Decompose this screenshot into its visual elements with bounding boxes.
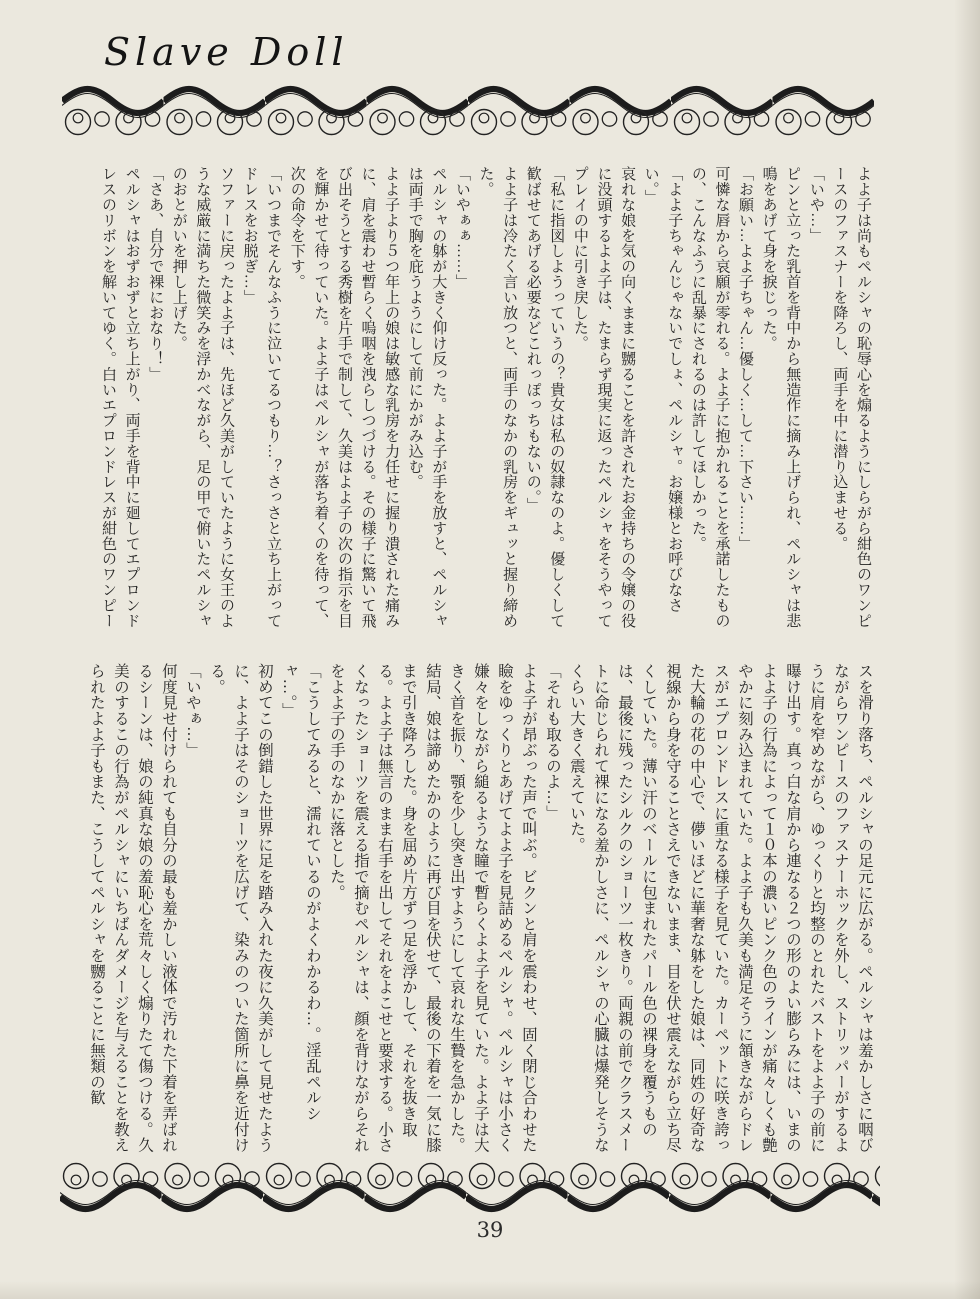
paragraph: ソファーに戻ったよよ子は、先ほど久美がしていたように女王のような威厳に満ちた微笑みを浮かべながら、足の甲で俯いたペルシャのおとがいを押し上げた。 bbox=[170, 166, 234, 628]
paragraph: 可憐な唇から哀願が零れる。よよ子に抱かれることを承諾したものの、こんなふうに乱暴にされるのは許してほしかった。 bbox=[689, 166, 730, 628]
paragraph: 哀れな娘を気の向くままに嬲ることを許されたお金持ちの令嬢の役に没頭するよよ子は、たまらず現実に返ったペルシャをそうやってプレイの中に引き戻した。 bbox=[571, 166, 636, 628]
paragraph: 「こうしてみると、濡れているのがよくわかるわ…。淫乱ペルシャ…。」 bbox=[280, 663, 321, 1122]
text-block-bottom bbox=[86, 663, 876, 1154]
paragraph: 「よよ子ちゃんじゃないでしょ、ペルシャ。お嬢様とお呼びなさい。」 bbox=[642, 166, 683, 613]
paragraph: 「いつまでそんなふうに泣いてるつもり…？さっさと立ち上がってドレスをお脱ぎ…」 bbox=[241, 166, 282, 628]
paragraph: 「お願い…よよ子ちゃん…優しく…して…下さい……」 bbox=[737, 166, 754, 551]
flourish-border-bottom bbox=[60, 1156, 880, 1214]
flourish-border-top bbox=[62, 84, 874, 141]
paragraph: よよ子は冷たく言い放つと、両手のなかの乳房をギュッと握り締めた。 bbox=[477, 166, 518, 628]
paragraph: ピンと立った乳首を背中から無造作に摘み上げられ、ペルシャは悲鳴をあげて身を捩じった。 bbox=[760, 166, 801, 628]
paragraph: よよ子より５つ年上の娘は敏感な乳房を力任せに握り潰された痛みに、肩を震わせ暫らく嗚咽を洩らしつづける。その様子に驚いて飛び出そうとする秀樹を片手で制して、久美はよよ子の次の指示を目を輝かせて待っていた。よよ子はペルシャが落ち着くのを待って、次の命令を下す。 bbox=[288, 166, 400, 628]
text-block-top bbox=[95, 166, 874, 637]
scan-edge-shadow-bottom bbox=[0, 1281, 980, 1299]
paragraph: 「いやぁ…」 bbox=[184, 663, 201, 758]
page-number: 39 bbox=[476, 1218, 504, 1242]
page-title: Slave Doll bbox=[104, 30, 349, 74]
paragraph: スを滑り落ち、ペルシャの足元に広がる。ペルシャは羞かしさに咽びながらワンピースのファスナーホックを外し、ストリッパーがするように肩を窄めながら、ゆっくりと均整のとれたバストをよよ子の前に曝け出す。真っ白な肩から連なる２つの形のよい膨らみには、いまのよよ子の行為によって１０本の濃いピンク色のラインが痛々しくも艶やかに刻み込まれていた。よよ子も久美も満足そうに頷きながらドレスがエプロンドレスに重なる様子を見ていた。カーペットに咲き誇った大輪の花の中心で、儚いほどに華奢な躰をした娘は、同姓の好奇な視線から身を守ることさえできないまま、目を伏せ震えながら立ち尽くしていた。薄い汗のベールに包まれたパール色の裸身を覆うものは、最後に残ったシルクのショーツ一枚きり。両親の前でクラスメートに命じられて裸になる羞かしさに、ペルシャの心臓は爆発しそうなくらい大きく震えていた。 bbox=[568, 663, 873, 1153]
scan-edge-shadow-right bbox=[954, 0, 980, 1299]
paragraph: 「それも取るのよ…」 bbox=[544, 663, 561, 821]
paragraph: 「いや…」 bbox=[807, 166, 824, 243]
paragraph: よよ子は尚もペルシャの恥辱心を煽るようにしらがら紺色のワンピースのファスナーを降ろし、両手を中に潜り込ませる。 bbox=[831, 166, 871, 628]
paragraph: ペルシャの躰が大きく仰け反った。よよ子が手を放すと、ペルシャは両手で胸を庇うようにして前にかがみ込む。 bbox=[406, 166, 447, 628]
paragraph: 初めてこの倒錯した世界に足を踏み入れた夜に久美がして見せたように、よよ子はそのショーツを広げて、染みのついた箇所に鼻を近付ける。 bbox=[208, 663, 273, 1153]
paragraph: 「さあ、自分で裸におなり！」 bbox=[147, 166, 164, 382]
paragraph: 何度見せ付けられても自分の最も羞かしい液体で汚れた下着を弄ばれるシーンは、娘の純真な娘の羞恥心を荒々しく煽りたて傷つける。久美のするこの行為がペルシャにいちばんダメージを与えることを教えられたよよ子もまた、こうしてペルシャを嬲ることに無類の歓 bbox=[88, 663, 177, 1153]
paragraph: 「私に指図しようっていうの？貴女は私の奴隷なのよ。優しくして歓ばせてあげる必要などこれっぽっちもないの。」 bbox=[524, 166, 565, 628]
paragraph: よよ子が昂ぶった声で叫ぶ。ビクンと肩を震わせ、固く閉じ合わせた瞼をゆっくりとあげてよよ子を見詰めるペルシャ。ペルシャは小さく嫌々をしながら縋るような瞳で暫らくよよ子を見ていた。よよ子は大きく首を振り、顎を少し突き出すようにして哀れな生贄を急かした。結局、娘は諦めたかのように再び目を伏せて、最後の下着を一気に膝まで引き降ろした。身を屈め片方ずつ足を浮かして、それを抜き取る。よよ子は無言のまま右手を出してそれをよこせと要求する。小さくなったショーツを震える指で摘むペルシャは、顔を背けながらそれをよよ子の手のなかに落とした。 bbox=[328, 663, 537, 1153]
paragraph: ペルシャはおずおずと立ち上がり、両手を背中に廻してエプロンドレスのリボンを解いてゆく。白いエプロンドレスが紺色のワンピー bbox=[100, 166, 140, 628]
paragraph: 「いやぁぁ……」 bbox=[453, 166, 470, 290]
